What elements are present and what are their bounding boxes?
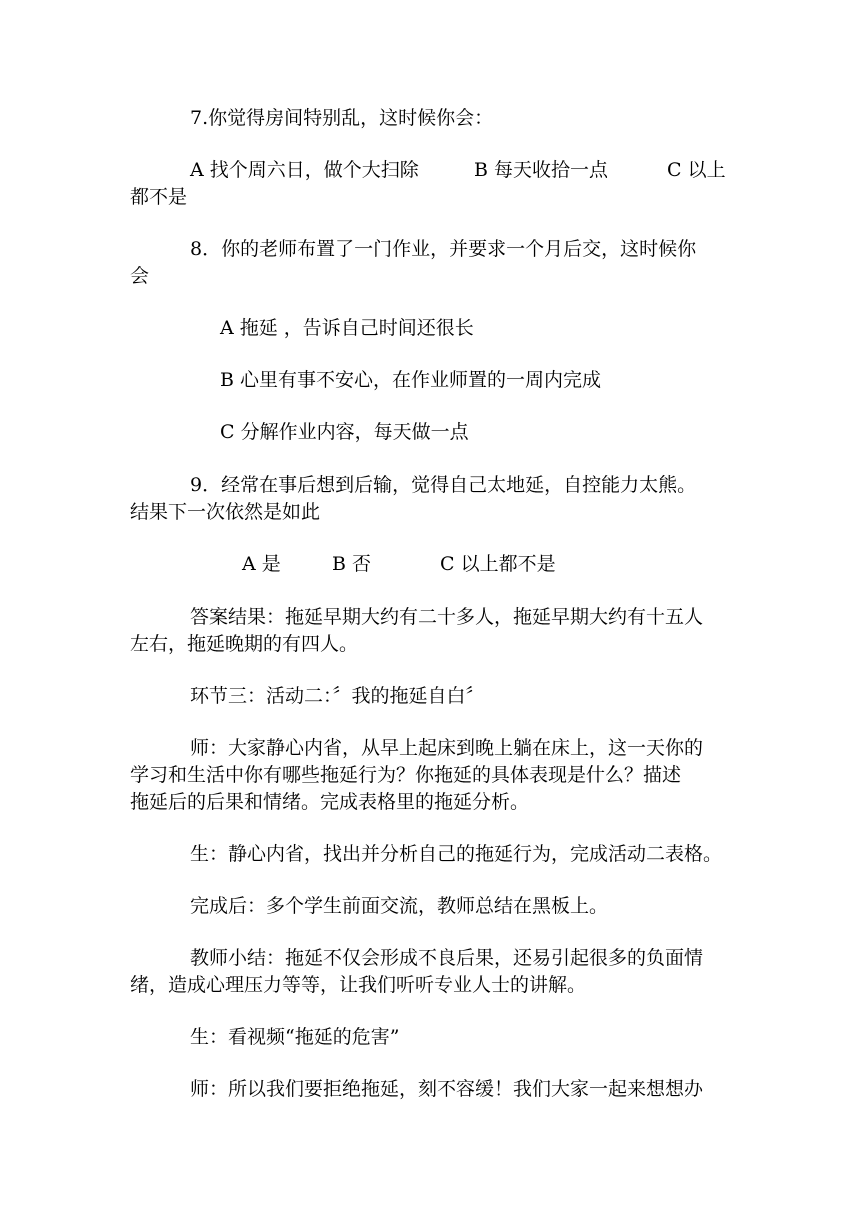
after-line1: 完成后：多个学生前面交流，教师总结在黑板上。 xyxy=(190,895,609,917)
q8-question-line2: 会 xyxy=(130,265,150,287)
student1-line1: 生：静心内省，找出并分析自己的拖延行为，完成活动二表格。 xyxy=(190,843,723,865)
q9-option-a: A 是 xyxy=(242,553,281,575)
q8-option-b: B 心里有事不安心，在作业师置的一周内完成 xyxy=(220,369,602,391)
teacher1-line1: 师：大家静心内省，从早上起床到晚上躺在床上，这一天你的 xyxy=(190,737,704,759)
teacher1-line3: 拖延后的后果和情绪。完成表格里的拖延分析。 xyxy=(130,791,530,813)
answer-line2: 左右，拖延晚期的有四人。 xyxy=(130,633,359,655)
q7-option-c: C 以上 xyxy=(667,159,726,181)
q9-option-c: C 以上都不是 xyxy=(440,553,556,575)
summary-line1: 教师小结：拖延不仅会形成不良后果，还易引起很多的负面情 xyxy=(190,947,704,969)
q9-question-line2: 结果下一次依然是如此 xyxy=(130,501,321,523)
q9-options xyxy=(0,551,860,577)
q7-option-c-continued: 都不是 xyxy=(130,186,188,208)
q7-options xyxy=(0,157,860,183)
teacher1-line2: 学习和生活中你有哪些拖延行为？你拖延的具体表现是什么？描述 xyxy=(130,764,682,786)
summary-line2: 绪，造成心理压力等等，让我们听听专业人士的讲解。 xyxy=(130,974,587,996)
student2-line1: 生：看视频“拖延的危害” xyxy=(190,1026,400,1048)
q9-question-line1: 9．经常在事后想到后输，觉得自己太地延，自控能力太熊。 xyxy=(190,474,697,496)
answer-line1: 答案结果：拖延早期大约有二十多人，拖延早期大约有十五人 xyxy=(190,606,704,628)
q7-question: 7.你觉得房间特别乱，这时候你会： xyxy=(190,107,494,129)
teacher2-line1: 师：所以我们要拒绝拖延，刻不容缓！我们大家一起来想想办 xyxy=(190,1078,704,1100)
q8-question-line1: 8．你的老师布置了一门作业，并要求一个月后交，这时候你 xyxy=(190,238,697,260)
section3-heading: 环节三：活动二：〞我的拖延自白〞 xyxy=(190,685,485,707)
q7-option-a: A 找个周六日，做个大扫除 xyxy=(190,159,419,181)
q7-option-b: B 每天收拾一点 xyxy=(474,159,609,181)
q8-option-a: A 拖延 ，告诉自己时间还很长 xyxy=(220,317,474,339)
q8-option-c: C 分解作业内容，每天做一点 xyxy=(220,421,469,443)
q9-option-b: B 否 xyxy=(332,553,372,575)
